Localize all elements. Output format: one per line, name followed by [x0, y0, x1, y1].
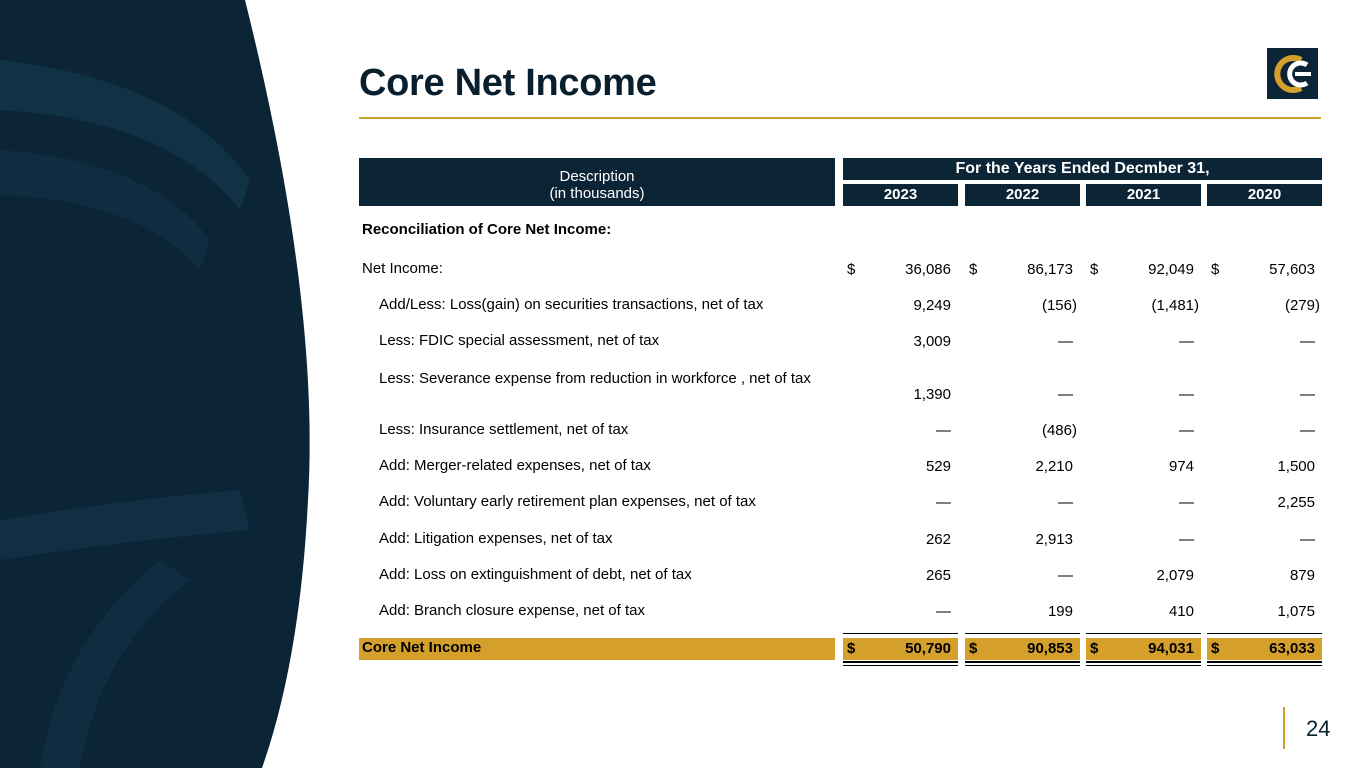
- total-2021: 94,031: [1148, 640, 1194, 657]
- currency-symbol: $: [847, 261, 856, 278]
- column-header-description: [359, 158, 835, 206]
- value-2020: —: [1300, 531, 1315, 548]
- value-2022: —: [1058, 386, 1073, 403]
- year-header-2020: 2020: [1207, 184, 1322, 206]
- value-2023: —: [936, 494, 951, 511]
- year-header-2021: 2021: [1086, 184, 1201, 206]
- period-header: For the Years Ended Decmber 31,: [843, 158, 1322, 180]
- value-2020: 1,075: [1277, 603, 1315, 620]
- page-number: 24: [1306, 716, 1331, 741]
- value-2023: 36,086: [905, 261, 951, 278]
- value-2020: (279): [1284, 297, 1320, 314]
- currency-symbol: $: [1090, 261, 1099, 278]
- double-rule: [1086, 665, 1201, 666]
- double-rule: [1086, 661, 1201, 663]
- double-rule: [843, 661, 958, 663]
- double-rule: [965, 665, 1080, 666]
- value-2023: 1,390: [913, 386, 951, 403]
- currency-symbol: $: [969, 640, 978, 657]
- total-2022: 90,853: [1027, 640, 1073, 657]
- units-label: (in thousands): [549, 185, 645, 202]
- currency-symbol: $: [1211, 261, 1220, 278]
- value-2020: 879: [1289, 567, 1315, 584]
- double-rule: [843, 665, 958, 666]
- value-2023: 529: [925, 458, 951, 475]
- value-2023: 3,009: [913, 333, 951, 350]
- value-2021: —: [1179, 333, 1194, 350]
- title-underline: [359, 117, 1321, 119]
- value-2023: 265: [925, 567, 951, 584]
- value-2022: (156): [1041, 297, 1077, 314]
- row-label: Add: Branch closure expense, net of tax: [379, 602, 645, 619]
- total-2023: 50,790: [905, 640, 951, 657]
- row-label: Add: Merger-related expenses, net of tax: [379, 457, 651, 474]
- value-2021: 2,079: [1156, 567, 1194, 584]
- double-rule: [1207, 661, 1322, 663]
- description-label: Description: [559, 168, 635, 185]
- value-2021: —: [1179, 531, 1194, 548]
- value-2021: —: [1179, 494, 1194, 511]
- value-2020: —: [1300, 386, 1315, 403]
- value-2023: —: [936, 603, 951, 620]
- value-2021: —: [1179, 386, 1194, 403]
- currency-symbol: $: [847, 640, 856, 657]
- row-label: Net Income:: [362, 260, 443, 277]
- year-header-2022: 2022: [965, 184, 1080, 206]
- subtotal-rule: [965, 633, 1080, 634]
- currency-symbol: $: [1090, 640, 1099, 657]
- decorative-arc-background: [0, 0, 320, 768]
- row-label: Less: Severance expense from reduction in workforce , net of tax: [379, 370, 811, 387]
- year-header-2023: 2023: [843, 184, 958, 206]
- value-2020: 57,603: [1269, 261, 1315, 278]
- double-rule: [965, 661, 1080, 663]
- row-label: Add/Less: Loss(gain) on securities transactions, net of tax: [379, 296, 764, 313]
- subtotal-rule: [843, 633, 958, 634]
- currency-symbol: $: [969, 261, 978, 278]
- subtotal-rule: [1207, 633, 1322, 634]
- section-title: Reconciliation of Core Net Income:: [362, 221, 612, 238]
- value-2022: 2,913: [1035, 531, 1073, 548]
- value-2023: 9,249: [913, 297, 951, 314]
- row-label: Less: FDIC special assessment, net of tax: [379, 332, 660, 349]
- value-2021: —: [1179, 422, 1194, 439]
- total-label: Core Net Income: [362, 639, 482, 656]
- value-2022: (486): [1041, 422, 1077, 439]
- row-label: Less: Insurance settlement, net of tax: [379, 421, 629, 438]
- page-number-divider: [1283, 707, 1285, 749]
- row-label: Add: Loss on extinguishment of debt, net of tax: [379, 566, 692, 583]
- value-2021: 974: [1168, 458, 1194, 475]
- value-2020: —: [1300, 333, 1315, 350]
- value-2022: —: [1058, 494, 1073, 511]
- value-2020: 1,500: [1277, 458, 1315, 475]
- double-rule: [1207, 665, 1322, 666]
- value-2022: 199: [1047, 603, 1073, 620]
- value-2023: —: [936, 422, 951, 439]
- row-label: Add: Litigation expenses, net of tax: [379, 530, 613, 547]
- subtotal-rule: [1086, 633, 1201, 634]
- value-2021: 92,049: [1148, 261, 1194, 278]
- value-2022: —: [1058, 567, 1073, 584]
- value-2021: (1,481): [1151, 297, 1199, 314]
- value-2020: 2,255: [1277, 494, 1315, 511]
- currency-symbol: $: [1211, 640, 1220, 657]
- value-2023: 262: [925, 531, 951, 548]
- value-2022: 2,210: [1035, 458, 1073, 475]
- total-2020: 63,033: [1269, 640, 1315, 657]
- row-label: Add: Voluntary early retirement plan expenses, net of tax: [379, 493, 756, 510]
- company-logo: [1267, 48, 1318, 99]
- value-2020: —: [1300, 422, 1315, 439]
- value-2022: —: [1058, 333, 1073, 350]
- value-2022: 86,173: [1027, 261, 1073, 278]
- page-title: Core Net Income: [359, 62, 657, 104]
- value-2021: 410: [1168, 603, 1194, 620]
